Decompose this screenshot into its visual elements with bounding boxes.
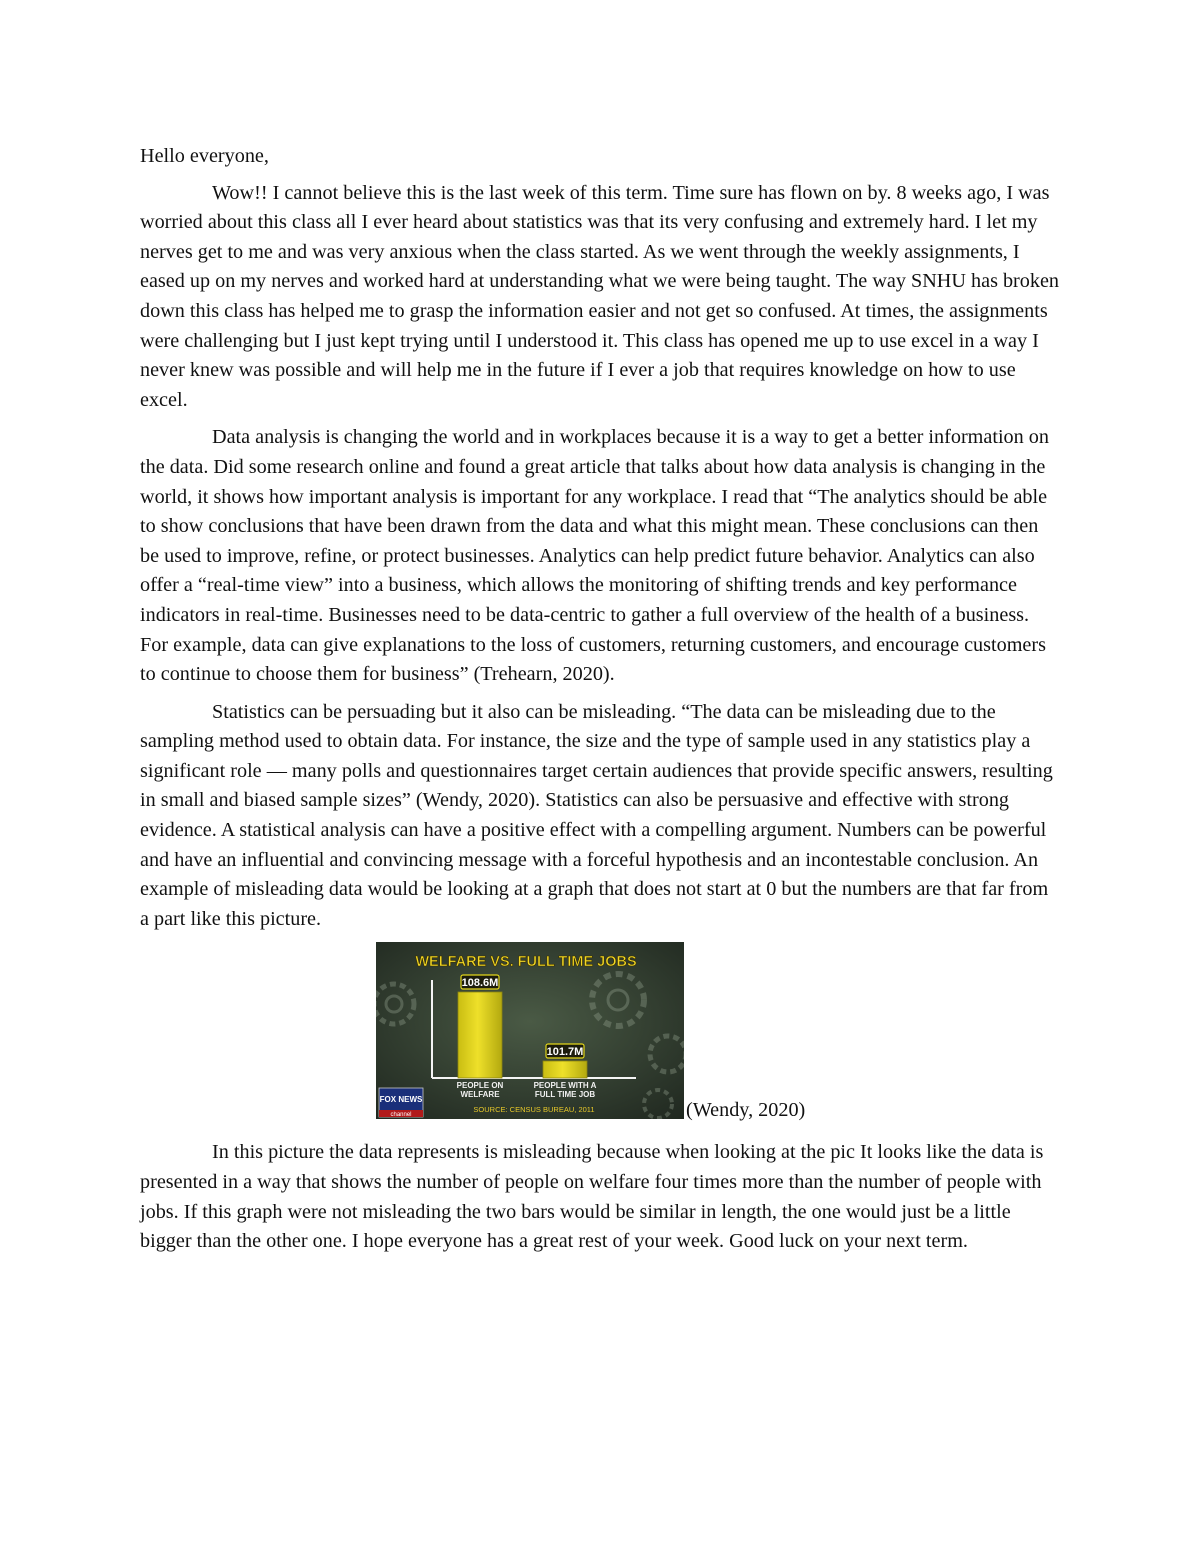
category-label-2-line-2: FULL TIME JOB — [534, 1090, 596, 1100]
paragraph-course-reflection: Wow!! I cannot believe this is the last week of this term. Time sure has flown on by. 8 weeks ago, I was worried about this class all I ever heard about statistics was that its very confusing and extremely hard. I let my nerves get to me and was very anxious when the class started. As we went through the weekly assignments, I eased up on my nerves and worked hard at understanding what we were being taught. The way SNHU has broken down this class has helped me to grasp the information easier and not get so confused. At times, the assignments were challenging but I just kept trying until I understood it. This class has opened me up to use excel in a way I never knew was possible and will help me in the future if I ever a job that requires knowledge on how to use excel. — [140, 181, 1060, 411]
category-label-1-line-2: WELFARE — [460, 1090, 500, 1100]
chart-title: WELFARE VS. FULL TIME JOBS — [415, 954, 637, 971]
greeting: Hello everyone, — [140, 145, 269, 167]
bar-2 — [543, 1061, 587, 1078]
bar-1 — [458, 992, 502, 1078]
chart-source: SOURCE: CENSUS BUREAU, 2011 — [473, 1105, 595, 1115]
figure-citation: (Wendy, 2020) — [686, 1099, 806, 1122]
fox-news-logo — [379, 1088, 423, 1118]
category-label-2-line-1: PEOPLE WITH A — [533, 1081, 597, 1091]
welfare-chart-image — [376, 942, 684, 1119]
paragraph-closing: In this picture the data represents is misleading because when looking at the pic It looks like the data is presented in a way that shows the number of people on welfare four times more than the number of people with jobs. If this graph were not misleading the two bars would be similar in length, the one would just be a little bigger than the other one. I hope everyone has a great rest of your week. Good luck on your next term. — [140, 1141, 1044, 1253]
welfare-chart — [376, 942, 684, 1119]
data-label-1: 108.6M — [461, 977, 499, 990]
paragraph-data-analysis: Data analysis is changing the world and in workplaces because it is a way to get a better information on the data. Did some research online and found a great article that talks about how data analysis is changing in the world, it shows how important analysis is important for any workplace. I read that “The analytics should be able to show conclusions that have been drawn from the data and what this might mean. These conclusions can then be used to improve, refine, or protect businesses. Analytics can help predict future behavior. Analytics can also offer a “real-time view” into a business, which allows the monitoring of shifting trends and key performance indicators in real-time. Businesses need to be data-centric to gather a full overview of the health of a business. For example, data can give explanations to the loss of customers, returning customers, and encourage customers to continue to choose them for business” (Trehearn, 2020). — [140, 426, 1049, 686]
document-body — [140, 142, 1060, 1265]
figure-line — [140, 942, 1060, 1132]
paragraph-misleading-statistics: Statistics can be persuading but it also can be misleading. “The data can be misleading due to the sampling method used to obtain data. For instance, the size and the type of sample used in any statistics play a significant role — many polls and questionnaires target certain audiences that provide specific answers, resulting in small and biased sample sizes” (Wendy, 2020). Statistics can also be persuasive and effective with strong evidence. A statistical analysis can have a positive effect with a compelling argument. Numbers can be powerful and have an influential and convincing message with a forceful hypothesis and an incontestable conclusion. An example of misleading data would be looking at a graph that does not start at 0 but the numbers are that far from a part like this picture. — [140, 700, 1053, 930]
data-label-2: 101.7M — [546, 1046, 584, 1059]
logo-subtext: channel — [390, 1112, 412, 1119]
logo-text: FOX NEWS — [379, 1095, 423, 1105]
category-label-1-line-1: PEOPLE ON — [456, 1081, 504, 1091]
